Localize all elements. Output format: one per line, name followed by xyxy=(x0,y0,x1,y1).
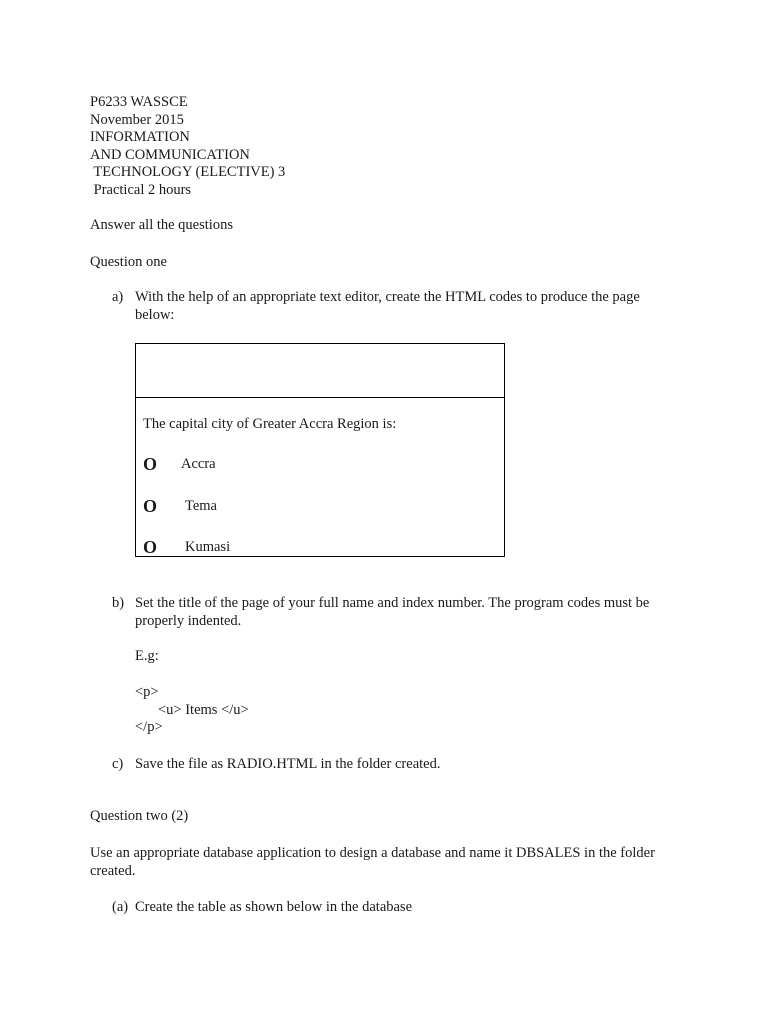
item-a-text: With the help of an appropriate text editor, create the HTML codes to produce the page below: xyxy=(135,289,640,323)
figure-prompt: The capital city of Greater Accra Region is: xyxy=(143,416,397,432)
figure-divider xyxy=(136,397,504,398)
radio-circle-icon: O xyxy=(143,537,158,557)
code-line-inner: <u> Items </u> xyxy=(158,702,249,718)
question-two-heading: Question two (2) xyxy=(90,808,189,824)
instruction: Answer all the questions xyxy=(90,217,233,233)
question-one-heading: Question one xyxy=(90,254,167,270)
item-a-marker: a) xyxy=(112,289,124,305)
option-tema: Tema xyxy=(185,498,217,514)
item-b-marker: b) xyxy=(112,595,125,611)
example-label: E.g: xyxy=(135,648,159,664)
option-kumasi: Kumasi xyxy=(185,539,231,555)
subject-line-1: INFORMATION xyxy=(90,129,190,145)
q2-item-a-text: Create the table as shown below in the database xyxy=(135,899,413,915)
code-line-close: </p> xyxy=(135,719,163,735)
item-c-text: Save the file as RADIO.HTML in the folder created. xyxy=(135,756,441,772)
radio-circle-icon: O xyxy=(143,496,158,516)
subject-line-2: AND COMMUNICATION xyxy=(90,146,250,163)
q2-item-a-marker: (a) xyxy=(112,899,129,915)
subject-line-3: TECHNOLOGY (ELECTIVE) 3 xyxy=(90,164,286,180)
question-two-intro: Use an appropriate database application to design a database and name it DBSALES in the folder created. xyxy=(90,845,655,879)
duration: Practical 2 hours xyxy=(90,181,192,198)
paper-code: P6233 WASSCE xyxy=(90,94,188,110)
exam-date: November 2015 xyxy=(90,111,184,128)
code-line-open: <p> xyxy=(135,684,159,700)
item-b-text: Set the title of the page of your full name and index number. The program codes must be properly indented. xyxy=(135,595,650,629)
radio-circle-icon: O xyxy=(143,454,158,474)
item-c-marker: c) xyxy=(112,756,124,772)
html-page-figure xyxy=(135,343,505,557)
option-accra: Accra xyxy=(181,456,216,472)
